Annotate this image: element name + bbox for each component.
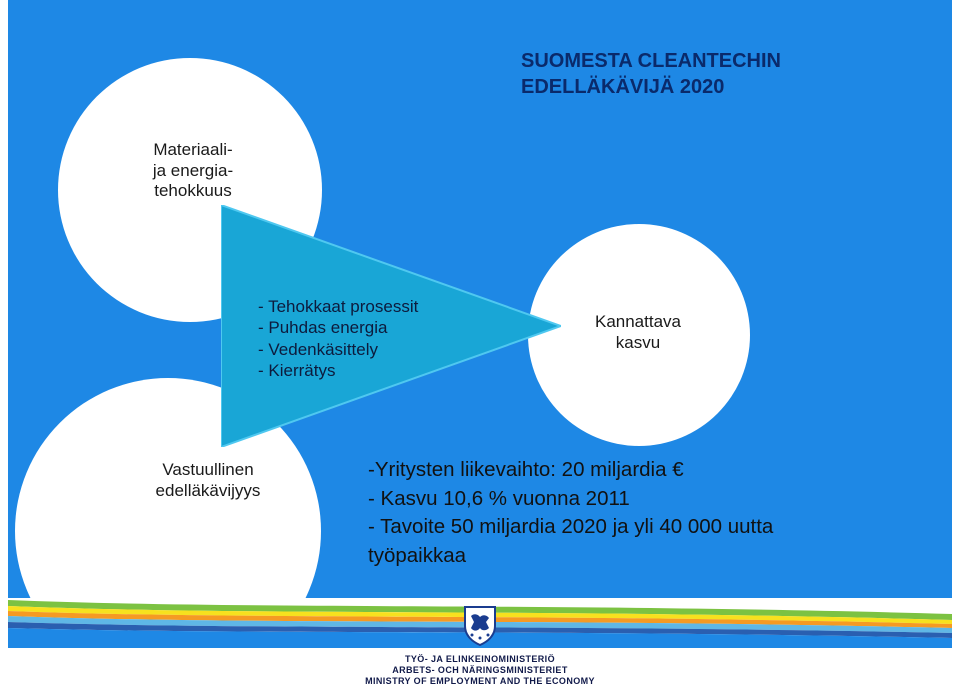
facts-list-item: -Yritysten liikevaihto: 20 miljardia € bbox=[368, 458, 684, 481]
ministry-name-fi: TYÖ- JA ELINKEINOMINISTERIÖ bbox=[405, 654, 555, 664]
slide-title: SUOMESTA CLEANTECHIN EDELLÄKÄVIJÄ 2020 bbox=[521, 50, 781, 98]
facts-list-item: - Tavoite 50 miljardia 2020 ja yli 40 000 uutta bbox=[368, 515, 774, 539]
triangle-list-item: - Puhdas energia bbox=[258, 318, 388, 338]
ministry-name-en: MINISTRY OF EMPLOYMENT AND THE ECONOMY bbox=[365, 676, 595, 686]
facts-list-item: työpaikkaa bbox=[368, 544, 467, 568]
triangle-list-item: - Vedenkäsittely bbox=[258, 339, 379, 359]
circle-text-responsible-leadership: Vastuullinen edelläkävijyys bbox=[155, 460, 261, 500]
facts-list-item: - Kasvu 10,6 % vuonna 2011 bbox=[368, 486, 630, 510]
facts-list bbox=[368, 456, 773, 571]
triangle-list-item: - Tehokkaat prosessit bbox=[258, 297, 419, 316]
triangle-list-item: - Kierrätys bbox=[258, 361, 336, 381]
finnish-lion-crest-icon bbox=[462, 604, 498, 646]
circle-text-material-energy-efficiency: Materiaali- ja energia- tehokkuus bbox=[152, 140, 234, 201]
triangle-list bbox=[258, 296, 418, 382]
footer bbox=[0, 648, 960, 686]
slide-background bbox=[8, 0, 952, 598]
ministry-name-sv: ARBETS- OCH NÄRINGSMINISTERIET bbox=[392, 665, 568, 675]
circle-text-profitable-growth: Kannattava kasvu bbox=[594, 312, 681, 352]
